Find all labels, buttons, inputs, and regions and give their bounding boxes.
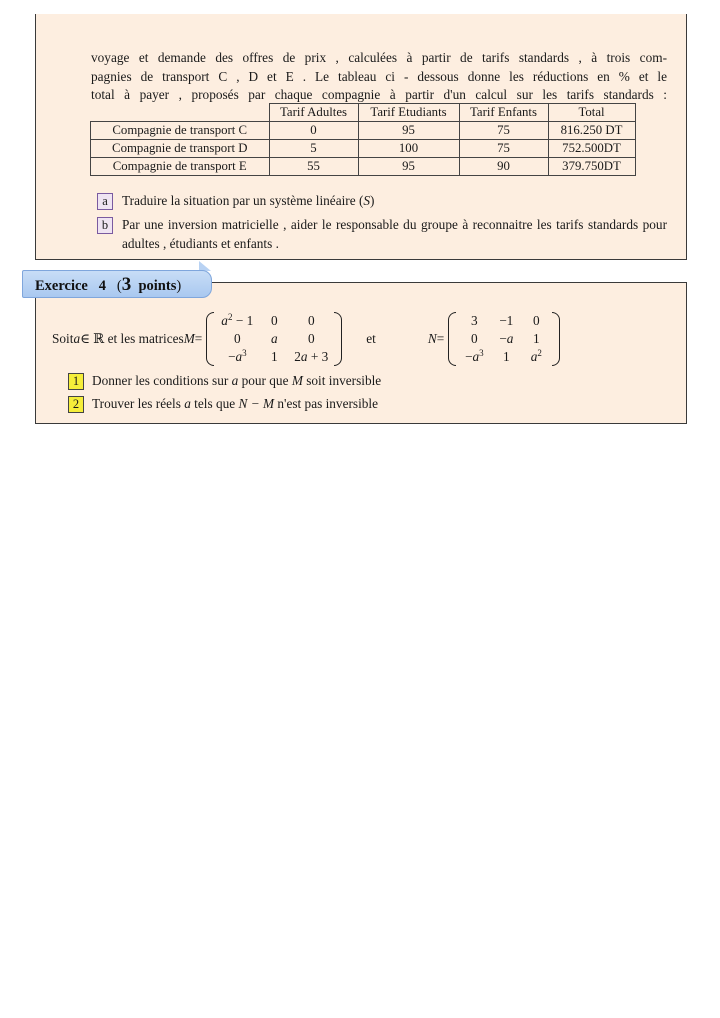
table-header-row — [91, 104, 636, 122]
table-cell: 55 — [269, 158, 358, 176]
table-cell: 95 — [358, 122, 459, 140]
question-2 — [68, 395, 638, 414]
table-cell: 90 — [459, 158, 548, 176]
exercise-3-paragraph — [91, 49, 667, 105]
table-cell: 100 — [358, 140, 459, 158]
table-row — [91, 122, 636, 140]
paragraph-line-1: voyage et demande des offres de prix , calculées à partir de tarifs standards , à trois com- — [91, 50, 667, 65]
question-a-text: Traduire la situation par un système linéaire (S) — [122, 193, 375, 208]
table-row — [91, 158, 636, 176]
table-header-total: Total — [548, 104, 635, 122]
matrix-M: $a^2 - 1$ 0 0 0 a 0 $-a^3$ 1 2a + 3 — [206, 312, 342, 366]
table-cell: Compagnie de transport D — [91, 140, 270, 158]
table-header-empty — [91, 104, 270, 122]
table-cell: 95 — [358, 158, 459, 176]
matrices-definition: Soit a ∈ ℝ et les matrices M = $a^2 - 1$ 0 0 0 a 0 $-a^3$ 1 2a + 3 et N = 3 −1 0 0 −a 1 $-a^3$ 1 $a^2$ — [52, 311, 564, 367]
question-1 — [68, 372, 638, 391]
question-1-label: 1 — [68, 373, 84, 390]
table-cell: Compagnie de transport C — [91, 122, 270, 140]
table-header-children: Tarif Enfants — [459, 104, 548, 122]
table-cell: 0 — [269, 122, 358, 140]
question-1-text: Donner les conditions sur a pour que M soit inversible — [92, 373, 382, 388]
and-word: et — [366, 331, 376, 346]
table-cell: 75 — [459, 122, 548, 140]
table-cell: 75 — [459, 140, 548, 158]
paragraph-line-3: total à payer , proposés par chaque compagnie à partir d'un calcul sur les tarifs standards : — [91, 87, 667, 102]
table-cell: 816.250 DT — [548, 122, 635, 140]
question-2-label: 2 — [68, 396, 84, 413]
question-b — [97, 216, 667, 253]
paragraph-line-2: pagnies de transport C , D et E . Le tableau ci - dessous donne les réductions en % et le — [91, 68, 667, 84]
table-header-students: Tarif Etudiants — [358, 104, 459, 122]
table-cell: Compagnie de transport E — [91, 158, 270, 176]
question-a-label: a — [97, 193, 113, 210]
tariff-table — [90, 103, 636, 176]
points-value: 3 — [121, 274, 132, 295]
matrix-N: 3 −1 0 0 −a 1 $-a^3$ 1 $a^2$ — [448, 312, 560, 366]
exercise-4-title: Exercice 4 (3 points) — [22, 270, 212, 298]
table-header-adults: Tarif Adultes — [269, 104, 358, 122]
question-b-label: b — [97, 217, 113, 234]
table-cell: 5 — [269, 140, 358, 158]
table-cell: 379.750DT — [548, 158, 635, 176]
question-b-text: Par une inversion matricielle , aider le responsable du groupe à reconnaitre les tarifs standards pour adultes , étudiants et enfants . — [122, 217, 667, 251]
question-2-text: Trouver les réels a tels que N − M n'est pas inversible — [92, 396, 379, 411]
question-a — [97, 192, 667, 211]
table-cell: 752.500DT — [548, 140, 635, 158]
table-row — [91, 140, 636, 158]
